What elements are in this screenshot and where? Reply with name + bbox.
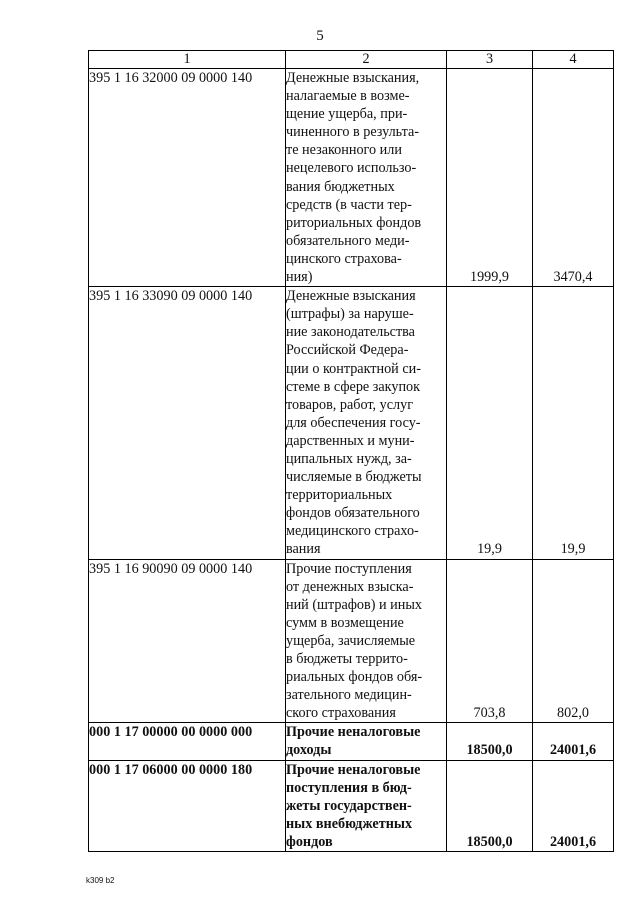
amount-col4-cell: 24001,6 xyxy=(533,723,614,760)
name-line: средств (в части тер- xyxy=(286,196,412,213)
name-line: поступления в бюд- xyxy=(286,779,412,796)
name-line: ского страхования xyxy=(286,705,396,722)
revenue-name-cell xyxy=(286,559,447,723)
budget-code-cell: 395 1 16 32000 09 0000 140 xyxy=(89,69,286,287)
name-line: Прочие поступления xyxy=(286,560,412,577)
name-line: дарственных и муни- xyxy=(286,432,415,449)
name-line: (штрафы) за наруше- xyxy=(286,306,414,323)
name-line: для обеспечения госу- xyxy=(286,414,421,431)
revenue-name-cell xyxy=(286,760,447,851)
name-line: ных внебюджетных xyxy=(286,815,413,832)
amount-col4-cell: 24001,6 xyxy=(533,760,614,851)
budget-code-cell: 000 1 17 00000 00 0000 000 xyxy=(89,723,286,760)
amount-col4-cell: 19,9 xyxy=(533,287,614,559)
name-line: вания бюджетных xyxy=(286,178,395,195)
name-line: стеме в сфере закупок xyxy=(286,378,421,395)
name-line: ции о контрактной си- xyxy=(286,360,421,377)
amount-col4-cell: 802,0 xyxy=(533,559,614,723)
name-line: зательного медицин- xyxy=(286,687,412,704)
name-line: те незаконного или xyxy=(286,142,402,159)
revenue-table xyxy=(88,50,614,852)
name-line: налагаемые в возме- xyxy=(286,88,410,105)
name-line: Прочие неналоговые xyxy=(286,761,421,778)
name-line: ущерба, зачисляемые xyxy=(286,632,416,649)
table-header-row xyxy=(89,51,614,69)
amount-col3-cell: 19,9 xyxy=(447,287,533,559)
table-row xyxy=(89,287,614,559)
budget-code-cell: 395 1 16 33090 09 0000 140 xyxy=(89,287,286,559)
name-line: Прочие неналоговые xyxy=(286,724,421,741)
name-line: чиненного в результа- xyxy=(286,124,419,141)
name-line: сумм в возмещение xyxy=(286,614,404,631)
name-line: щение ущерба, при- xyxy=(286,106,408,123)
name-line: обязательного меди- xyxy=(286,232,410,249)
name-line: числяемые в бюджеты xyxy=(286,469,422,486)
budget-code-cell: 395 1 16 90090 09 0000 140 xyxy=(89,559,286,723)
name-line: территориальных xyxy=(286,487,393,504)
table-row-total xyxy=(89,760,614,851)
name-line: медицинского страхо- xyxy=(286,523,419,540)
column-header-2: 2 xyxy=(286,51,447,69)
name-line: ния) xyxy=(286,269,313,286)
name-line: товаров, работ, услуг xyxy=(286,396,414,413)
name-line: цинского страхова- xyxy=(286,250,402,267)
name-line: вания xyxy=(286,541,321,558)
name-line: доходы xyxy=(286,742,332,759)
page-number: 5 xyxy=(316,28,324,44)
name-line: фондов обязательного xyxy=(286,505,420,522)
revenue-name-cell xyxy=(286,69,447,287)
table-row xyxy=(89,559,614,723)
name-line: нецелевого использо- xyxy=(286,160,417,177)
revenue-name-cell xyxy=(286,287,447,559)
table-row xyxy=(89,69,614,287)
amount-col3-cell: 1999,9 xyxy=(447,69,533,287)
name-line: ний (штрафов) и иных xyxy=(286,596,422,613)
name-line: риториальных фондов xyxy=(286,214,422,231)
name-line: жеты государствен- xyxy=(286,797,412,814)
name-line: ние законодательства xyxy=(286,324,415,341)
column-header-3: 3 xyxy=(447,51,533,69)
name-line: ципальных нужд, за- xyxy=(286,450,412,467)
name-line: в бюджеты террито- xyxy=(286,651,408,667)
name-line: фондов xyxy=(286,833,333,850)
column-header-1: 1 xyxy=(89,51,286,69)
budget-code-cell: 000 1 17 06000 00 0000 180 xyxy=(89,760,286,851)
amount-col3-cell: 18500,0 xyxy=(447,723,533,760)
amount-col3-cell: 18500,0 xyxy=(447,760,533,851)
column-header-4: 4 xyxy=(533,51,614,69)
table-row-total xyxy=(89,723,614,760)
name-line: от денежных взыска- xyxy=(286,578,414,595)
name-line: Денежные взыскания xyxy=(286,288,416,305)
amount-col3-cell: 703,8 xyxy=(447,559,533,723)
amount-col4-cell: 3470,4 xyxy=(533,69,614,287)
name-line: Денежные взыскания, xyxy=(286,70,420,86)
name-line: Российской Федера- xyxy=(286,342,409,359)
revenue-name-cell xyxy=(286,723,447,760)
name-line: риальных фондов обя- xyxy=(286,669,423,686)
document-footer-code: k309 b2 xyxy=(86,876,115,885)
